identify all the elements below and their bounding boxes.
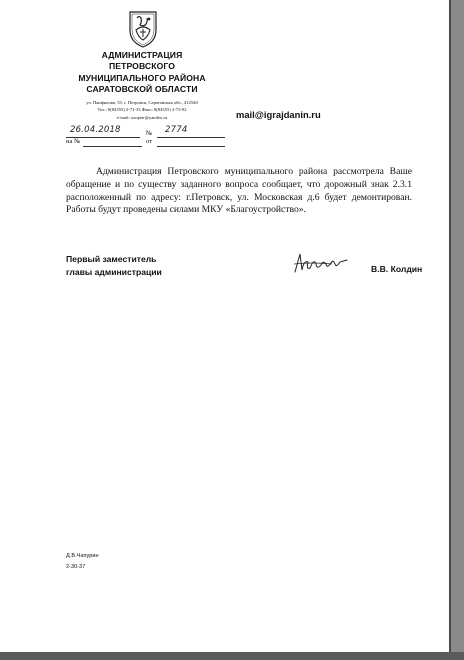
number-underline: [157, 137, 225, 138]
address-line: ул. Панфилова, 55, г. Петровск, Саратовская обл., 412540: [86, 100, 198, 105]
handwritten-signature: [292, 250, 352, 278]
reference-prefix: на №: [66, 138, 81, 145]
signatory-title: [66, 253, 162, 280]
phone-line: Тел.: 8(84555) 2-71-33 Факс: 8(84555) 2-73-92: [97, 107, 187, 113]
reference-date-line: [157, 146, 225, 147]
coat-of-arms-icon: [128, 10, 158, 48]
window-frame-right: [451, 0, 464, 660]
org-line: АДМИНИСТРАЦИЯ: [101, 50, 183, 60]
reference-number-line: [83, 146, 142, 147]
title-line: Первый заместитель: [66, 254, 157, 264]
signatory-name: В.В. Колдин: [371, 264, 423, 274]
email-line: e-mail: ozopetr@yandex.ru: [116, 114, 168, 120]
letter-date: 26.04.2018: [70, 125, 121, 135]
reference-from: от: [146, 138, 153, 145]
org-line: ПЕТРОВСКОГО: [108, 61, 176, 72]
org-line: МУНИЦИПАЛЬНОГО РАЙОНА: [78, 72, 206, 83]
org-line: САРАТОВСКОЙ ОБЛАСТИ: [86, 83, 198, 94]
title-line: главы администрации: [66, 267, 162, 278]
number-label: №: [146, 130, 153, 137]
executor-info: [66, 551, 99, 573]
organization-address: [60, 99, 224, 121]
executor-phone: 2-30-37: [66, 564, 86, 570]
letter-body: Администрация Петровского муниципального района рассмотрела Ваше обращение и по существу заданного вопроса сообщает, что дорожный знак 2.3.1 расположенный по адресу: г.Петровск, ул. Московская д.6 будет демонтирован. Работы будут проведены силами МКУ «Благоустройство».: [66, 166, 412, 216]
letter-number: 2774: [165, 125, 188, 135]
executor-name: Д.В.Чапурин: [66, 553, 99, 559]
window-frame-bottom: [0, 652, 464, 660]
organization-name: [60, 50, 224, 95]
recipient-email: mail@igrajdanin.ru: [236, 109, 321, 120]
